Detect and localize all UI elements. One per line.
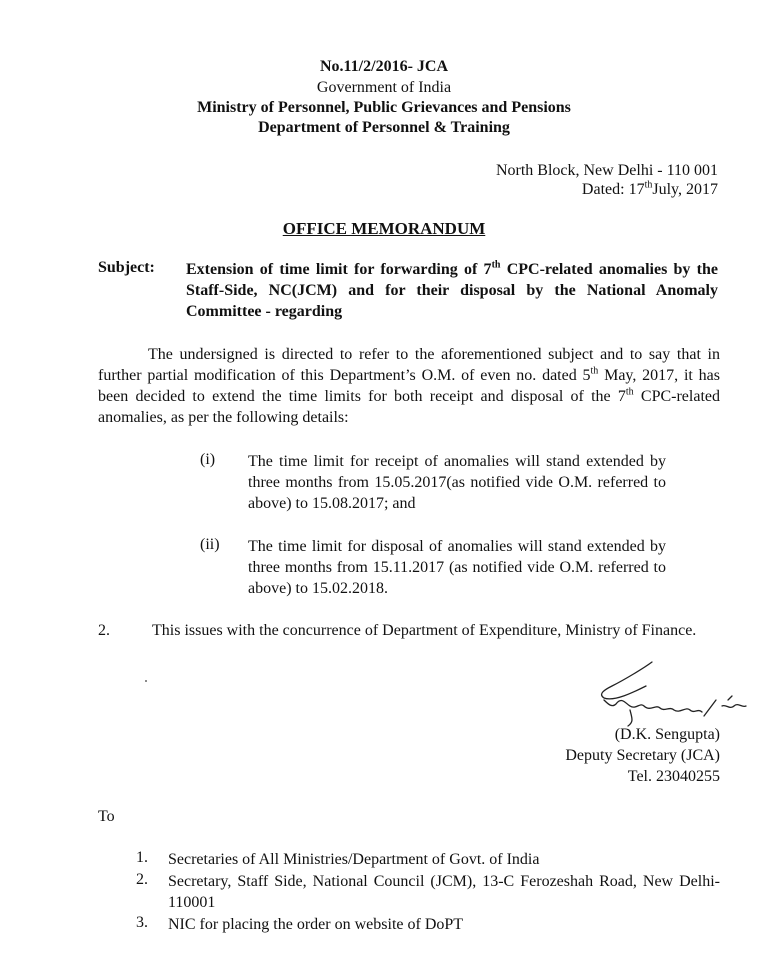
memo-title: OFFICE MEMORANDUM	[282, 219, 486, 238]
signatory-name: (D.K. Sengupta)	[614, 726, 720, 743]
signature-image	[594, 660, 754, 730]
signatory-telephone: Tel. 23040255	[627, 768, 720, 785]
subject-label: Subject:	[98, 259, 155, 276]
paragraph-2: 2. This issues with the concurrence of Department of Expenditure, Ministry of Finance.	[98, 622, 697, 639]
signatory-designation: Deputy Secretary (JCA)	[565, 747, 720, 764]
government-line: Government of India	[316, 79, 452, 96]
subject-text: Extension of time limit for forwarding of 7th CPC-related anomalies by the Staff-Side, NC(JCM) and for their disposal by the National Anomaly Committee - regarding	[186, 259, 718, 320]
recipient-text: Secretary, Staff Side, National Council (JCM), 13-C Ferozeshah Road, New Delhi- 110001	[168, 873, 720, 911]
speck	[145, 680, 147, 682]
item-text: The time limit for disposal of anomalies will stand extended by three months from 15.11.2017 (as notified vide O.M. referred to above) to 15.02.2018.	[248, 538, 666, 597]
item-number: (ii)	[200, 536, 220, 553]
recipient-number: 1.	[136, 849, 148, 866]
office-address: North Block, New Delhi - 110 001	[495, 162, 718, 179]
recipient-text: NIC for placing the order on website of DoPT	[168, 916, 464, 933]
memo-date: Dated: 17thJuly, 2017	[581, 179, 718, 198]
to-label: To	[98, 808, 115, 825]
department-line: Department of Personnel & Training	[258, 119, 510, 136]
recipient-number: 2.	[136, 871, 148, 888]
item-number: (i)	[200, 451, 216, 468]
paragraph-1: The undersigned is directed to refer to the aforementioned subject and to say that in further partial modification of this Department’s O.M. of even no. dated 5th May, 2017, it has been decided to extend the time limits for both receipt and disposal of the 7th CPC-related anomalies, as per the following details:	[98, 346, 721, 426]
ministry-line: Ministry of Personnel, Public Grievances and Pensions	[197, 99, 571, 116]
item-text: The time limit for receipt of anomalies will stand extended by three months from 15.05.2017(as notified vide O.M. referred to above) to 15.08.2017; and	[248, 453, 666, 512]
memo-number: No.11/2/2016- JCA	[320, 58, 448, 75]
recipient-text: Secretaries of All Ministries/Department of Govt. of India	[168, 851, 540, 868]
recipient-number: 3.	[136, 914, 148, 931]
